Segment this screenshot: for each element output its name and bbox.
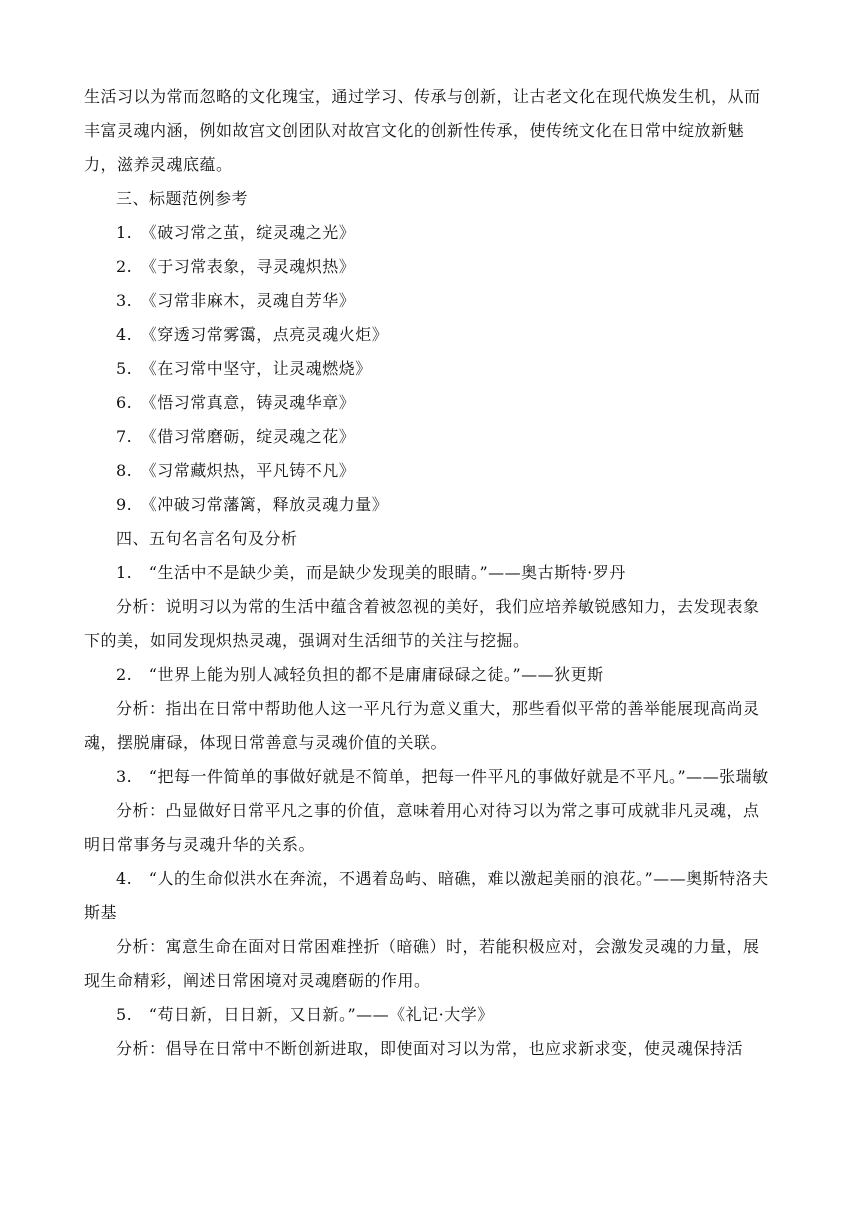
quote-analysis: 分析：说明习以为常的生活中蕴含着被忽视的美好，我们应培养敏锐感知力，去发现表象下的美，如同发现炽热灵魂，强调对生活细节的关注与挖掘。: [84, 597, 760, 650]
quote-analysis: 分析：凸显做好日常平凡之事的价值，意味着用心对待习以为常之事可成就非凡灵魂，点明日常事务与灵魂升华的关系。: [84, 801, 760, 854]
title-example-item: 2. 《于习常表象，寻灵魂炽热》: [116, 257, 356, 276]
quote-analysis: 分析：指出在日常中帮助他人这一平凡行为意义重大，那些看似平常的善举能展现高尚灵魂，摆脱庸碌，体现日常善意与灵魂价值的关联。: [84, 699, 760, 752]
title-examples-list: [84, 216, 774, 522]
quote-analysis: 分析：寓意生命在面对日常困难挫折（暗礁）时，若能积极应对，会激发灵魂的力量，展现生命精彩，阐述日常困境对灵魂磨砺的作用。: [84, 937, 760, 990]
quote-analysis: 分析：倡导在日常中不断创新进取，即使面对习以为常，也应求新求变，使灵魂保持活: [116, 1039, 744, 1058]
intro-paragraph: 生活习以为常而忽略的文化瑰宝，通过学习、传承与创新，让古老文化在现代焕发生机，从而丰富灵魂内涵，例如故宫文创团队对故宫文化的创新性传承，使传统文化在日常中绽放新魅力，滋养灵魂底蕴。: [84, 87, 761, 174]
section-heading-quotes: 四、五句名言名句及分析: [116, 529, 298, 548]
quote-item: 2. “世界上能为别人减轻负担的都不是庸庸碌碌之徒。”——狄更斯: [116, 665, 604, 684]
title-example-item: 9. 《冲破习常藩篱，释放灵魂力量》: [116, 495, 389, 514]
quotes-list: [84, 556, 774, 1066]
title-example-item: 7. 《借习常磨砺，绽灵魂之花》: [116, 427, 356, 446]
document-body: [84, 80, 774, 1066]
quote-item: 4. “人的生命似洪水在奔流，不遇着岛屿、暗礁，难以激起美丽的浪花。”——奥斯特洛夫斯基: [84, 869, 769, 922]
title-example-item: 5. 《在习常中坚守，让灵魂燃烧》: [116, 359, 372, 378]
title-example-item: 6. 《悟习常真意，铸灵魂华章》: [116, 393, 356, 412]
quote-item: 1. “生活中不是缺少美，而是缺少发现美的眼睛。”——奥古斯特·罗丹: [116, 563, 626, 582]
title-example-item: 1. 《破习常之茧，绽灵魂之光》: [116, 223, 356, 242]
quote-item: 5. “苟日新，日日新，又日新。”——《礼记·大学》: [116, 1005, 494, 1024]
title-example-item: 4. 《穿透习常雾霭，点亮灵魂火炬》: [116, 325, 389, 344]
title-example-item: 8. 《习常藏炽热，平凡铸不凡》: [116, 461, 356, 480]
title-example-item: 3. 《习常非麻木，灵魂自芳华》: [116, 291, 356, 310]
section-heading-titles: 三、标题范例参考: [116, 189, 249, 208]
quote-item: 3. “把每一件简单的事做好就是不简单，把每一件平凡的事做好就是不平凡。”——张瑞敏: [116, 767, 769, 786]
